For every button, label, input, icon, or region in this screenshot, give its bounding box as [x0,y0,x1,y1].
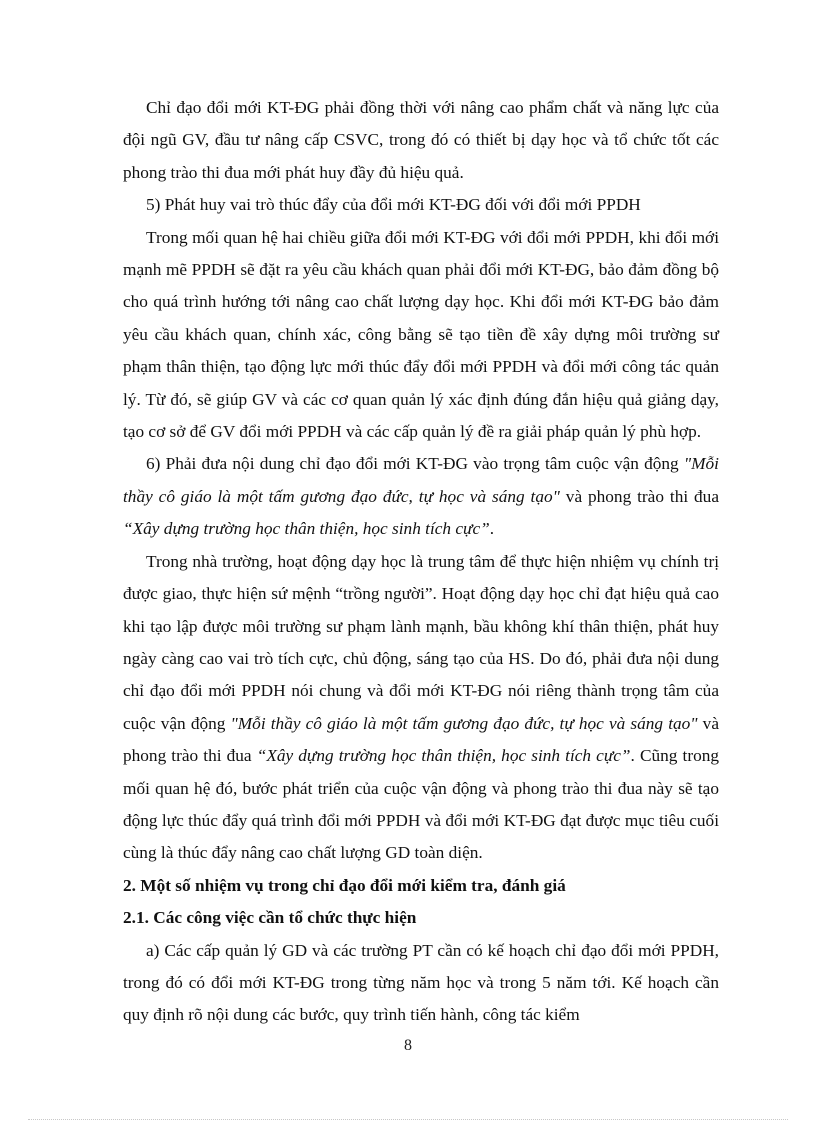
paragraph [123,546,719,870]
paragraph: a) Các cấp quản lý GD và các trường PT cần có kế hoạch chỉ đạo đổi mới PPDH, trong đó có đổi mới KT-ĐG trong từng năm học và trong 5 năm tới. Kế hoạch cần quy định rõ nội dung các bước, quy trình tiến hành, công tác kiểm [123,940,719,1025]
text-run: và phong trào thi đua [559,486,719,506]
page-number: 8 [404,1037,412,1054]
quote-campaign: "Mỗi thầy cô giáo là một tấm gương đạo đức, tự học và sáng tạo" [123,454,719,506]
footer-divider [28,1119,788,1120]
paragraph: Trong mối quan hệ hai chiều giữa đổi mới KT-ĐG với đổi mới PPDH, khi đổi mới mạnh mẽ PPDH sẽ đặt ra yêu cầu khách quan phải đổi mới KT-ĐG, bảo đảm đồng bộ cho quá trình hướng tới nâng cao chất lượng dạy học. Khi đổi mới KT-ĐG bảo đảm yêu cầu khách quan, chính xác, công bằng sẽ tạo tiền đề xây dựng môi trường sư phạm thân thiện, tạo động lực mới thúc đẩy đổi mới PPDH và đổi mới công tác quản lý. Từ đó, sẽ giúp GV và các cơ quan quản lý xác định đúng đắn hiệu quả giảng dạy, tạo cơ sở để GV đổi mới PPDH và các cấp quản lý đề ra giải pháp quản lý phù hợp. [123,227,719,442]
section-heading: 2. Một số nhiệm vụ trong chỉ đạo đổi mới kiểm tra, đánh giá [123,875,566,895]
text-run: . [489,519,495,539]
paragraph: Chỉ đạo đổi mới KT-ĐG phải đồng thời với nâng cao phẩm chất và năng lực của đội ngũ GV, đầu tư nâng cấp CSVC, trong đó có thiết bị dạy học và tổ chức tốt các phong trào thi đua mới phát huy đầy đủ hiệu quả. [123,98,719,182]
paragraph-item-5: 5) Phát huy vai trò thúc đẩy của đổi mới KT-ĐG đối với đổi mới PPDH [146,195,641,215]
quote-campaign: "Mỗi thầy cô giáo là một tấm gương đạo đức, tự học và sáng tạo" [230,713,698,733]
text-run: Trong nhà trường, hoạt động dạy học là trung tâm để thực hiện nhiệm vụ chính trị được giao, thực hiện sứ mệnh “trồng người”. Hoạt động dạy học chỉ đạt hiệu quả cao khi tạo lập được môi trường sư phạm lành mạnh, bầu không khí thân thiện, phát huy ngày càng cao vai trò tích cực, chủ động, sáng tạo của HS. Do đó, phải đưa nội dung chỉ đạo đổi mới PPDH nói chung và đổi mới KT-ĐG nói riêng thành trọng tâm của cuộc vận động [123,551,719,733]
quote-movement: “Xây dựng trường học thân thiện, học sinh tích cực” [256,746,631,766]
quote-movement: “Xây dựng trường học thân thiện, học sinh tích cực” [123,519,490,539]
text-run: và phong trào thi đua [123,713,719,766]
document-body [123,92,719,1032]
paragraph-item-6 [123,448,719,545]
subsection-heading: 2.1. Các công việc cần tổ chức thực hiện [123,908,417,928]
text-run: 6) Phải đưa nội dung chỉ đạo đổi mới KT-ĐG vào trọng tâm cuộc vận động [146,454,684,474]
text-run: . Cũng trong mối quan hệ đó, bước phát triển của cuộc vận động và phong trào thi đua này sẽ tạo động lực thúc đẩy quá trình đổi mới PPDH và đổi mới KT-ĐG đạt được mục tiêu cuối cùng là thúc đẩy nâng cao chất lượng GD toàn diện. [123,746,720,863]
